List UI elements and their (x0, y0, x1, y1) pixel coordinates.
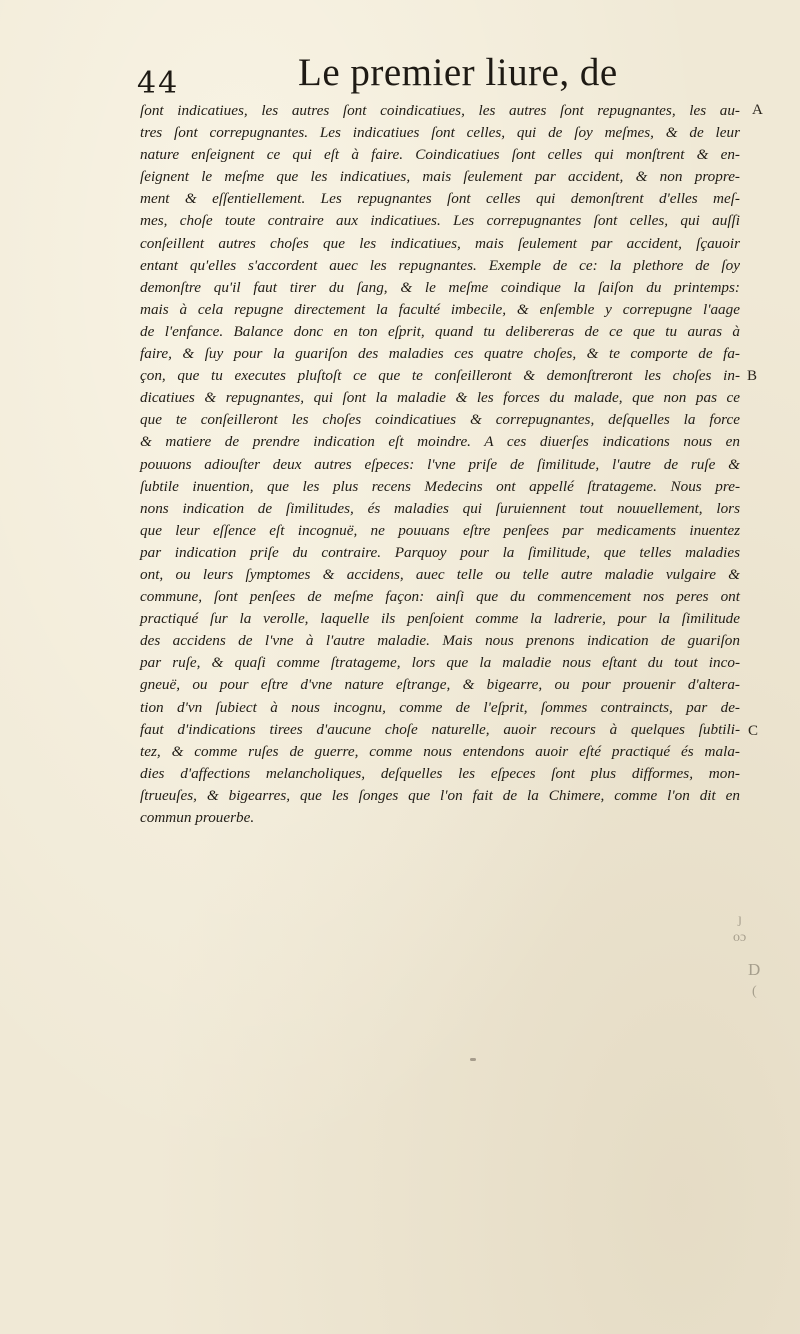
text-line: ſtrueuſes, & bigearres, que les ſonges que l'on fait de la Chimere, comme l'on dit en (140, 786, 740, 804)
text-line: çon, que tu executes pluſtoſt ce que te conſeilleront & demonſtreront les choſes in- (140, 367, 740, 385)
body-text (140, 100, 740, 829)
text-line: ment & eſſentiellement. Les repugnantes ſont celles qui demonſtrent d'elles meſ- (140, 190, 740, 208)
bleed-through-mark: ( (752, 984, 757, 999)
ink-smudge (470, 1058, 476, 1061)
page-number: 44 (137, 66, 180, 101)
text-line: mes, choſe toute contraire aux indicatiues. Les correpugnantes ſont celles, qui auſſi (140, 212, 740, 230)
text-line: tion d'vn ſubiect à nous incognu, comme de l'eſprit, ſommes contraincts, par de- (140, 698, 740, 716)
bleed-through-mark: oɔ (733, 930, 747, 945)
text-line: practiqué ſur la verolle, laquelle ils penſoient comme la ladrerie, pour la ſimilitude (140, 610, 740, 628)
text-line: pouuons adiouſter deux autres eſpeces: l'vne priſe de ſimilitude, l'autre de ruſe & (140, 455, 740, 473)
margin-letter-a: A (752, 102, 763, 118)
text-line: tres ſont correpugnantes. Les indicatiues ſont celles, qui de ſoy meſmes, & de leur (140, 124, 740, 142)
text-line: commun prouerbe. (140, 809, 255, 826)
text-line: ont, ou leurs ſymptomes & accidens, auec telle ou telle autre maladie vulgaire & (140, 565, 740, 583)
text-line: commune, ſont penſees de meſme façon: ainſi que du commencement nos peres ont (140, 588, 740, 606)
text-line: mais à cela repugne directement la faculté imbecile, & enſemble y correpugne l'aage (140, 300, 740, 318)
text-line: conſeillent autres choſes que les indicatiues, mais ſeulement par accident, ſçauoir (140, 234, 740, 252)
text-line: ſubtile inuention, que les plus recens Medecins ont appellé ſtratageme. Nous pre- (140, 477, 740, 495)
text-line: que leur eſſence eſt incognuë, ne pouuans eſtre penſees par medicaments inuentez (140, 521, 740, 539)
text-line: nature enſeignent ce qui eſt à faire. Coindicatiues ſont celles qui monſtrent & en- (140, 146, 740, 164)
text-line: dies d'affections melancholiques, deſquelles les eſpeces ſont plus difformes, mon- (140, 764, 740, 782)
text-line: faut d'indications tirees d'aucune choſe naturelle, auoir recours à quelques ſubtili- (140, 720, 740, 738)
text-line: que te conſeilleront les choſes coindicatiues & correpugnantes, deſquelles la force (140, 411, 740, 429)
text-line: par ruſe, & quaſi comme ſtratageme, lors que la maladie nous eſtant du tout inco- (140, 654, 740, 672)
text-line: tez, & comme ruſes de guerre, comme nous entendons auoir eſté practiqué és mala- (140, 742, 740, 760)
text-line: ſeignent le meſme que les indicatiues, mais ſeulement par accident, & non propre- (140, 168, 740, 186)
text-line: des accidens de l'vne à l'autre maladie. Mais nous prenons indication de guariſon (140, 632, 740, 650)
text-line: ſont indicatiues, les autres ſont coindicatiues, les autres ſont repugnantes, les au- (140, 102, 740, 119)
running-title: Le premier liure, de (298, 51, 618, 94)
text-line: nons indication de ſimilitudes, és maladies qui ſuruiennent tout nouuellement, lors (140, 499, 740, 517)
bleed-through-mark: ȷ (738, 912, 742, 927)
text-line: dicatiues & repugnantes, qui ſont la maladie & les forces du malade, que non pas ce (140, 389, 740, 407)
bleed-through-mark: D (748, 960, 761, 979)
margin-letter-b: B (747, 368, 758, 384)
text-line: faire, & ſuy pour la guariſon des maladies ces quatre choſes, & te comporte de fa- (140, 345, 740, 363)
text-line: & matiere de prendre indication eſt moindre. A ces diuerſes indications nous en (140, 433, 740, 451)
text-line: par indication priſe du contraire. Parquoy pour la ſimilitude, que telles maladies (140, 543, 740, 561)
text-line: demonſtre qu'il faut tirer du ſang, & le meſme coindique la ſaiſon du printemps: (140, 278, 740, 296)
text-line: de l'enfance. Balance donc en ton eſprit, quand tu delibereras de ce que tu auras à (140, 322, 740, 340)
margin-letter-c: C (748, 723, 759, 739)
text-line: entant qu'elles s'accordent auec les repugnantes. Exemple de ce: la plethore de ſoy (140, 256, 740, 274)
text-line: gneuë, ou pour eſtre d'vne nature eſtrange, & bigearre, ou pour prouenir d'altera- (140, 676, 740, 694)
